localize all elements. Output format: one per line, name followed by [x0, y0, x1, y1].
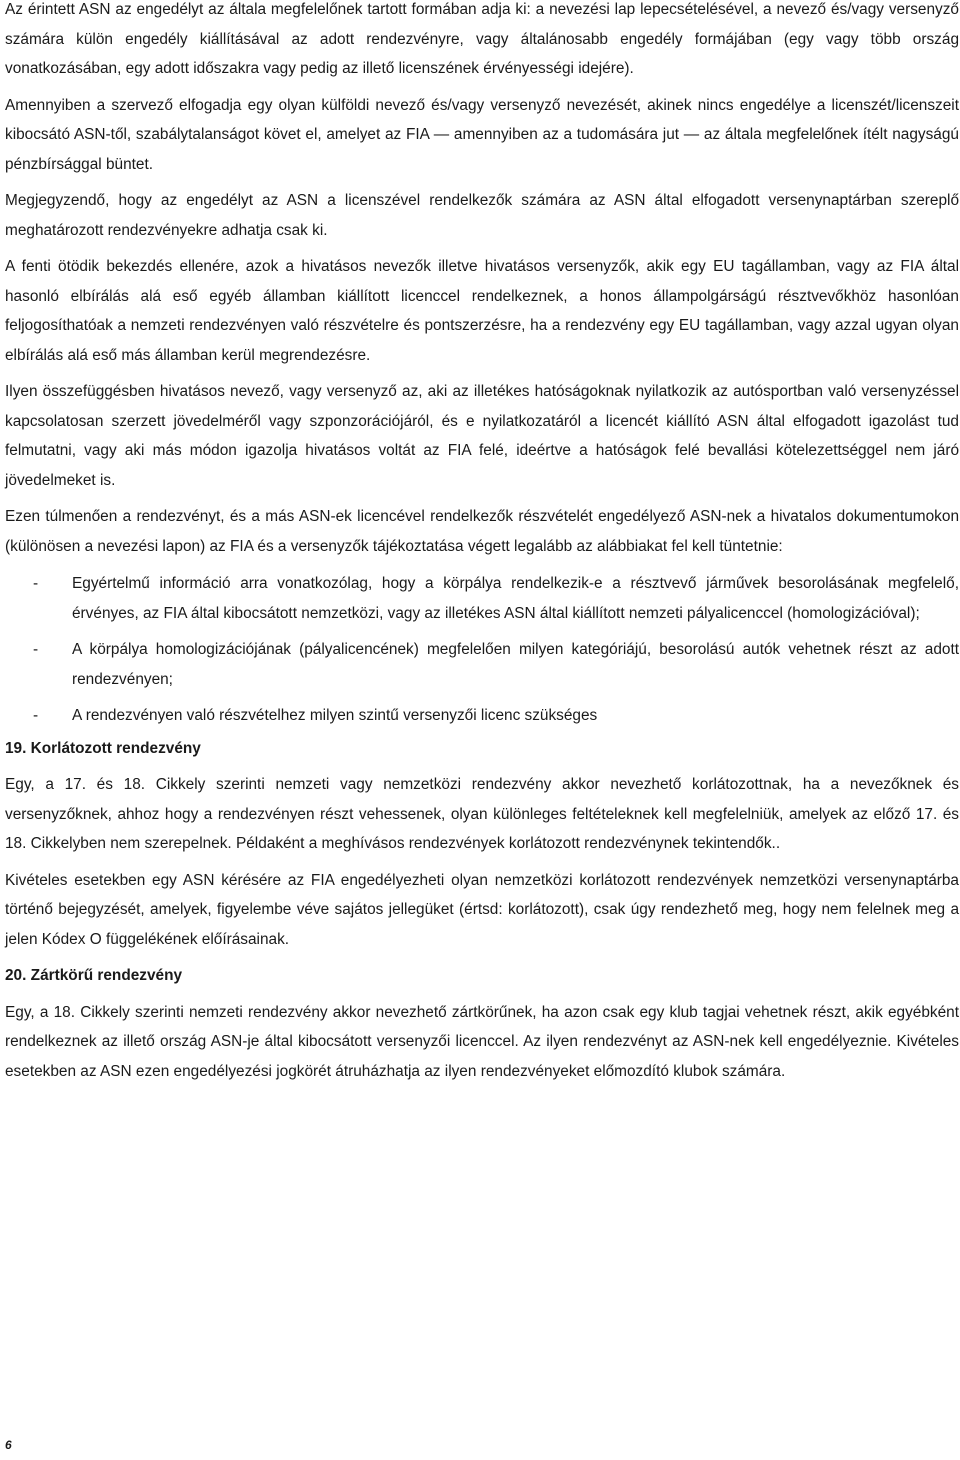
paragraph-calendar-note: Megjegyzendő, hogy az engedélyt az ASN a licenszével rendelkezők számára az ASN által elfogadott versenynaptárban szereplő meghatározott rendezvényekre adhatja csak ki.: [5, 192, 959, 239]
list-item: [5, 701, 959, 731]
paragraph-professional-definition: Ilyen összefüggésben hivatásos nevező, vagy versenyző az, aki az illetékes hatóságoknak nyilatkozik az autósportban való versenyzéssel kapcsolatosan szerzett jövedelméről vagy szponzorációjáról, és e nyilatkozatáról a licencét kiállító ASN által elfogadott igazolást tud felmutatni, vagy aki más módon igazolja hivatásos voltát az FIA felé, ideértve a hatóságok felé bevallási kötelezettséggel nem járó jövedelmeket is.: [5, 383, 959, 489]
paragraph-foreign-entrant-penalty: Amennyiben a szervező elfogadja egy olyan külföldi nevező és/vagy versenyző nevezését, akinek nincs engedélye a licenszét/licenszeit kibocsátó ASN-től, szabálytalanságot követ el, amelyet az FIA — amennyiben az a tudomására jut — az általa megfelelőnek ítélt nagyságú pénzbírsággal büntet.: [5, 96, 959, 173]
list-item-text: Egyértelmű információ arra vonatkozólag, hogy a körpálya rendelkezik-e a résztvevő járművek besorolásának megfelelő, érvényes, az FIA által kibocsátott nemzetközi, vagy az illetékes ASN által kiállított nemzeti pályalicenccel (homologizációval);: [72, 575, 959, 622]
paragraph-eu-professionals: A fenti ötödik bekezdés ellenére, azok a hivatásos nevezők illetve hivatásos versenyzők, akik egy EU tagállamban, vagy az FIA által hasonló elbírálás alá eső egyéb államban kiállított licenccel rendelkeznek, a honos állampolgárságú résztvevőkhöz hasonlóan feljogosíthatóak a nemzeti rendezvényen való részvételre és pontszerzésre, ha a rendezvény egy EU tagállamban, vagy azzal ugyan olyan elbírálás alá eső más államban kerül megrendezésre.: [5, 258, 959, 364]
document-page: [5, 0, 959, 1086]
section-heading-19: 19. Korlátozott rendezvény: [5, 739, 201, 757]
paragraph-permission-forms: Az érintett ASN az engedélyt az általa megfelelőnek tartott formában adja ki: a nevezési lap lepecsételésével, a nevező és/vagy versenyző számára külön engedély kiállításával az adott rendezvényre, vagy általánosabb engedély formájában (egy vagy több ország vonatkozásában, egy adott időszakra vagy pedig az illető licenszének érvényességi idejére).: [5, 1, 959, 77]
paragraph-restricted-event: Egy, a 17. és 18. Cikkely szerinti nemzeti vagy nemzetközi rendezvény akkor nevezhető korlátozottnak, ha a nevezőknek és versenyzőknek, ahhoz hogy a rendezvényen részt vehessenek, olyan különleges feltételeknek kell megfelelniük, amelyek az előző 17. és 18. Cikkelyben nem szerepelnek. Példaként a meghívásos rendezvények korlátozott rendezvénynek tekintendők..: [5, 776, 959, 852]
list-item: [5, 569, 959, 628]
list-dash: -: [33, 641, 39, 658]
list-item: [5, 635, 959, 694]
paragraph-required-information: Ezen túlmenően a rendezvényt, és a más ASN-ek licencével rendelkezők részvételét engedélyező ASN-nek a hivatalos dokumentumokon (különösen a nevezési lapon) az FIA és a versenyzők tájékoztatása végett legalább az alábbiakat fel kell tüntetnie:: [5, 508, 959, 555]
list-dash: -: [33, 707, 39, 724]
paragraph-restricted-exceptions: Kivételes esetekben egy ASN kérésére az FIA engedélyezheti olyan nemzetközi korlátozott rendezvények nemzetközi versenynaptárba történő bejegyzését, amelyek, figyelembe véve sajátos jellegüket (értsd: korlátozott), csak úgy rendezhető meg, hogy nem felelnek meg a jelen Kódex O függelékének előírásainak.: [5, 871, 959, 948]
list-dash: -: [33, 575, 39, 592]
section-heading-20: 20. Zártkörű rendezvény: [5, 967, 183, 984]
list-item-text: A körpálya homologizációjának (pályalicencének) megfelelően milyen kategóriájú, besorolású autók vehetnek részt az adott rendezvényen;: [72, 641, 959, 688]
requirements-list: [5, 569, 959, 731]
paragraph-closed-event: Egy, a 18. Cikkely szerinti nemzeti rendezvény akkor nevezhető zártkörűnek, ha azon csak egy klub tagjai vehetnek részt, akik egyébként rendelkeznek az illető ország ASN-je által kibocsátott versenyzői licenccel. Az ilyen rendezvényt az ASN-nek kell engedélyeznie. Kivételes esetekben az ASN ezen engedélyezési jogkörét átruházhatja az ilyen rendezvényeket előmozdító klubok számára.: [5, 1003, 959, 1080]
list-item-text: A rendezvényen való részvételhez milyen szintű versenyzői licenc szükséges: [72, 707, 598, 724]
page-number: 6: [5, 1438, 12, 1452]
